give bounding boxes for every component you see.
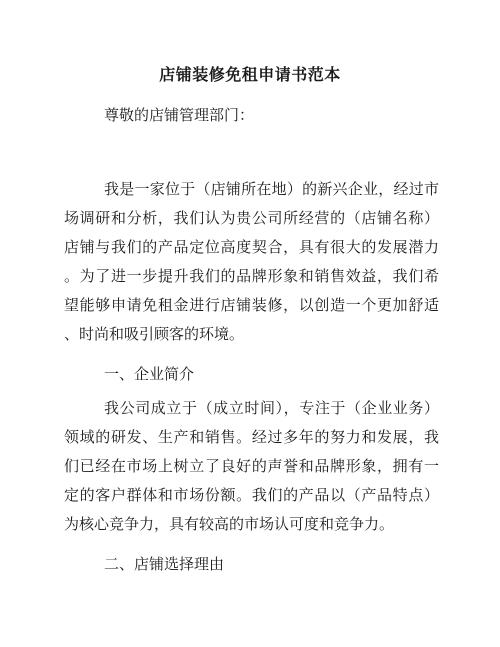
paragraph-line: 、时尚和吸引顾客的环境。 (64, 325, 245, 343)
paragraph-line: 们已经在市场上树立了良好的声誉和品牌形象，拥有一 (64, 457, 439, 475)
document-title: 店铺装修免租申请书范本 (159, 65, 341, 84)
paragraph-line: 定的客户群体和市场份额。我们的产品以（产品特点） (64, 486, 439, 504)
company-profile-paragraph (64, 394, 439, 539)
paragraph-line: 为核心竞争力，具有较高的市场认可度和竞争力。 (64, 515, 395, 533)
section-heading-store-selection: 二、店铺选择理由 (104, 555, 225, 573)
intro-paragraph (64, 175, 439, 349)
paragraph-line: 。为了进一步提升我们的品牌形象和销售效益，我们希 (64, 267, 439, 285)
paragraph-line: 我是一家位于（店铺所在地）的新兴企业，经过市 (104, 180, 439, 198)
paragraph-line: 我公司成立于（成立时间），专注于（企业业务） (104, 399, 439, 417)
paragraph-line: 领域的研发、生产和销售。经过多年的努力和发展，我 (64, 428, 439, 446)
paragraph-line: 店铺与我们的产品定位高度契合，具有很大的发展潜力 (64, 238, 439, 256)
paragraph-line: 场调研和分析，我们认为贵公司所经营的（店铺名称） (64, 209, 439, 227)
section-heading-company-profile: 一、企业简介 (104, 365, 195, 383)
paragraph-line: 望能够申请免租金进行店铺装修，以创造一个更加舒适 (64, 296, 439, 314)
salutation: 尊敬的店铺管理部门： (104, 106, 255, 124)
